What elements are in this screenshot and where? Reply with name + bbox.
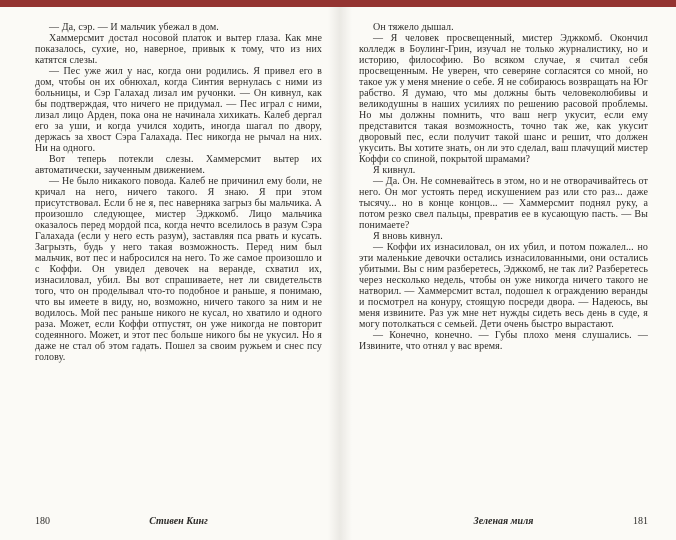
paragraph: Он тяжело дышал. bbox=[373, 22, 454, 33]
page-left-text bbox=[35, 22, 322, 363]
paragraph: — Я человек просвещенный, мистер Эджкомб. Окончил колледж в Боулинг-Грин, изучал не только журналистику, но и историю, философию. Во всяком случае, я считал себя просвещенным. Не уверен, что северяне согласятся со мной, но такое уж у меня мнение о себе. Я не собираюсь возвращать на Юг рабство. Я думаю, что мы должны быть человеколюбивы и великодушны в наших усилиях по решению расовой проблемы. Но мы должны помнить, что ваш негр укусит, если ему представится такая возможность, точно так же, как укусит дворовый пес, если получит такой шанс и решит, что должен укусить. Вы хотите знать, он ли это сделал, ваш плачущий мистер Коффи со спиной, покрытой шрамами? bbox=[359, 33, 648, 165]
footer-running-title: Зеленая миля bbox=[473, 516, 534, 527]
page-right bbox=[338, 7, 676, 540]
page-right-text bbox=[359, 22, 648, 352]
paragraph: Я кивнул. bbox=[373, 165, 416, 176]
page-right-footer bbox=[359, 516, 648, 527]
paragraph: — Конечно, конечно. — Губы плохо меня слушались. — Извините, что отнял у вас время. bbox=[359, 330, 648, 352]
paragraph: — Коффи их изнасиловал, он их убил, и потом пожалел... но эти маленькие девочки остались изнасилованными, они остались убитыми. Вы с ним разберетесь, Эджкомб, не так ли? Разберетесь через несколько недель, чтобы он уже никогда ничего такого не натворил. — Хаммерсмит встал, подошел к ограждению веранды и посмотрел на конуру, стоящую посреди двора. — Надеюсь, вы меня извините. Раз уж мне нет нужды сидеть весь день в суде, я могу потолкаться с семьей. Дети очень быстро вырастают. bbox=[359, 242, 648, 330]
paragraph: — Да, сэр. — И мальчик убежал в дом. bbox=[49, 22, 219, 33]
paragraph: Я вновь кивнул. bbox=[373, 231, 443, 242]
footer-page-number: 180 bbox=[35, 516, 50, 527]
paragraph: Вот теперь потекли слезы. Хаммерсмит вытер их автоматически, заученным движением. bbox=[35, 154, 322, 176]
paragraph: — Пес уже жил у нас, когда они родились. Я привел его в дом, чтобы он их обнюхал, когда Синтия вернулась с ними из больницы, и Сэр Галахад лизал им ручонки. — Он кивнул, как бы подтверждая, что ничего не придумал. — Пес играл с ними, лизал лицо Арден, пока она не начинала хихикать. Калеб дергал его за уши, и когда учился ходить, иногда шагал по двору, держась за хвост Сэра Галахада. Пес никогда не рычал на них. Ни на одного. bbox=[35, 66, 322, 154]
scan-top-edge bbox=[0, 0, 676, 7]
footer-running-title: Стивен Кинг bbox=[149, 516, 208, 527]
paragraph: Хаммерсмит достал носовой платок и вытер глаза. Как мне показалось, сухие, но, наверное, привык к тому, что из них катятся слезы. bbox=[35, 33, 322, 66]
footer-page-number: 181 bbox=[633, 516, 648, 527]
paragraph: — Да. Он. Не сомневайтесь в этом, но и не отворачивайтесь от него. Он мог устоять перед искушением раз или сто раз... даже тысячу... но в конце концов... — Хаммерсмит поднял руку, а потом резко свел пальцы, превратив ее в кусающую пасть. — Вы понимаете? bbox=[359, 176, 648, 231]
paragraph: — Не было никакого повода. Калеб не причинил ему боли, не кричал на него, ничего такого. Я знаю. Я при этом присутствовал. Если б не я, пес наверняка загрыз бы мальчика. А произошло следующее, мистер Эджкомб. Лицо мальчика оказалось перед мордой пса, когда нечто вселилось в разум Сэра Галахада (если у него есть разум), заставляя пса рвать и кусать. Загрызть, будь у него такая возможность. Перед ним был мальчик, вот пес и набросился на него. То же самое произошло и с Коффи. Он увидел девочек на веранде, схватил их, изнасиловал, убил. Вы вот спрашиваете, нет ли свидетельств того, что он проделывал что-то подобное и раньше, я понимаю, что вы имеете в виду, но, возможно, ничего такого за ним и не водилось. Мой пес раньше никого не кусал, но хватило и одного раза. Может, если Коффи отпустят, он уже никогда не повторит содеянного. Может, и этот пес больше никого бы не укусил. Но я даже не стал об этом гадать. Пошел за своим ружьем и снес псу голову. bbox=[35, 176, 322, 363]
page-left bbox=[0, 7, 338, 540]
page-left-footer bbox=[35, 516, 322, 527]
